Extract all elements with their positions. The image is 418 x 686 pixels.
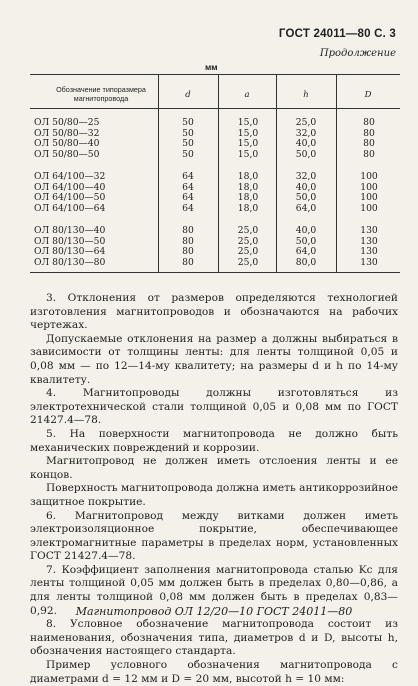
- cell-a: 15,0: [237, 148, 259, 160]
- cell-d: 80: [182, 256, 194, 268]
- cell-h: 64,0: [295, 202, 317, 214]
- continuation-label: Продолжение: [319, 48, 396, 59]
- table-top-rule: [30, 74, 400, 75]
- cell-d: 64: [182, 202, 194, 214]
- cell-h: 40,0: [295, 138, 317, 149]
- paragraph-3-tolerance: Допускаемые отклонения на размер a должны выбираться в зависимости от толщины ленты: для ленты толщиной 0,05 и 0,08 мм — по 12—14-му квалитету; на размеры d и h по 14-му квалитету.: [30, 332, 398, 386]
- cell-h: 40,0: [295, 181, 317, 193]
- table-header-rule: [30, 108, 400, 109]
- paragraph-5-tape: Магнитопровод не должен иметь отслоения ленты и ее концов.: [30, 455, 398, 481]
- cell-a: 18,0: [237, 171, 259, 182]
- table-row: [30, 226, 400, 236]
- cell-D: 100: [360, 171, 378, 182]
- table-bottom-rule: [30, 272, 400, 273]
- cell-designation: ОЛ 64/100—64: [34, 202, 106, 214]
- cell-d: 50: [182, 117, 194, 128]
- table-row: [30, 193, 400, 203]
- cell-h: 32,0: [295, 171, 317, 182]
- cell-d: 64: [182, 171, 194, 182]
- cell-d: 50: [182, 148, 194, 160]
- cell-designation: ОЛ 64/100—50: [34, 192, 106, 203]
- table-row: [30, 183, 400, 193]
- cell-a: 18,0: [237, 181, 259, 193]
- cell-D: 130: [360, 256, 378, 268]
- paragraph-6: 6. Магнитопровод между витками должен иметь электроизоляционное покрытие, обеспечивающее электромагнитные параметры в пределах норм, установленных ГОСТ 21427.4—78.: [30, 509, 398, 563]
- cell-h: 40,0: [295, 225, 317, 236]
- cell-d: 80: [182, 235, 194, 247]
- cell-D: 130: [360, 235, 378, 247]
- table-row: [30, 118, 400, 128]
- paragraph-5: 5. На поверхности магнитопровода не должно быть механических повреждений и коррозии.: [30, 427, 398, 454]
- table-row: [30, 247, 400, 257]
- column-header-D: D: [364, 90, 372, 100]
- cell-designation: ОЛ 50/80—50: [34, 148, 100, 160]
- cell-D: 100: [360, 181, 378, 193]
- paragraph-8: 8. Условное обозначение магнитопровода состоит из наименования, обозначения типа, диаметров d и D, высоты h, обозначения настоящего стандарта.: [30, 618, 398, 658]
- cell-d: 80: [182, 246, 194, 257]
- cell-d: 50: [182, 138, 194, 149]
- table-row: [30, 172, 400, 182]
- table-row: [30, 237, 400, 247]
- cell-D: 80: [363, 127, 375, 139]
- paragraph-4: 4. Магнитопроводы должны изготовляться из электротехнической стали толщиной 0,05 и 0,08 мм по ГОСТ 21427.4—78.: [30, 387, 398, 427]
- column-header-h: h: [303, 90, 309, 100]
- cell-h: 80,0: [295, 256, 317, 268]
- table-row: [30, 258, 400, 268]
- cell-d: 64: [182, 192, 194, 203]
- cell-a: 18,0: [237, 192, 259, 203]
- cell-designation: ОЛ 80/130—80: [34, 256, 106, 268]
- cell-d: 64: [182, 181, 194, 193]
- cell-designation: ОЛ 80/130—64: [34, 246, 106, 257]
- designation-example: Магнитопровод ОЛ 12/20—10 ГОСТ 24011—80: [75, 605, 353, 618]
- cell-designation: ОЛ 64/100—32: [34, 171, 106, 182]
- table-row: [30, 204, 400, 214]
- cell-a: 15,0: [237, 138, 259, 149]
- cell-a: 25,0: [237, 225, 259, 236]
- cell-a: 15,0: [237, 127, 259, 139]
- cell-a: 25,0: [237, 246, 259, 257]
- cell-h: 25,0: [295, 117, 317, 128]
- cell-h: 32,0: [295, 127, 317, 139]
- table-row: [30, 129, 400, 139]
- cell-h: 50,0: [295, 148, 317, 160]
- paragraph-3: 3. Отклонения от размеров определяются технологией изготовления магнитопроводов и обозначаются на рабочих чертежах.: [30, 292, 398, 332]
- cell-D: 130: [360, 225, 378, 236]
- paragraph-7: 7. Коэффициент заполнения магнитопровода сталью Kc для ленты толщиной 0,05 мм должен быть в пределах 0,80—0,86, а для ленты толщиной 0,08 мм должен быть в пределах 0,83—0,92.: [30, 563, 398, 617]
- column-header-a: a: [244, 90, 250, 100]
- cell-D: 130: [360, 246, 378, 257]
- cell-a: 25,0: [237, 235, 259, 247]
- cell-h: 50,0: [295, 235, 317, 247]
- unit-label: мм: [205, 62, 218, 72]
- cell-d: 80: [182, 225, 194, 236]
- cell-D: 80: [363, 138, 375, 149]
- cell-designation: ОЛ 80/130—40: [34, 225, 106, 236]
- table-row: [30, 139, 400, 149]
- cell-designation: ОЛ 50/80—40: [34, 138, 100, 149]
- paragraph-8-example-intro: Пример условного обозначения магнитопровода с диаметрами d = 12 мм и D = 20 мм, высотой h = 10 мм:: [30, 659, 398, 685]
- cell-h: 50,0: [295, 192, 317, 203]
- body-text: [30, 292, 398, 686]
- paragraph-5-coating: Поверхность магнитопровода должна иметь антикоррозийное защитное покрытие.: [30, 482, 398, 508]
- column-header-designation: Обозначение типоразмера магнитопровода: [56, 85, 146, 103]
- cell-D: 80: [363, 117, 375, 128]
- cell-designation: ОЛ 80/130—50: [34, 235, 106, 247]
- cell-designation: ОЛ 50/80—25: [34, 117, 100, 128]
- cell-a: 15,0: [237, 117, 259, 128]
- cell-a: 25,0: [237, 256, 259, 268]
- cell-h: 64,0: [295, 246, 317, 257]
- cell-d: 50: [182, 127, 194, 139]
- table-row: [30, 150, 400, 160]
- cell-D: 100: [360, 192, 378, 203]
- cell-D: 100: [360, 202, 378, 214]
- page-header: ГОСТ 24011—80 С. 3: [278, 28, 396, 40]
- column-header-d: d: [185, 90, 191, 100]
- cell-designation: ОЛ 50/80—32: [34, 127, 100, 139]
- cell-D: 80: [363, 148, 375, 160]
- cell-designation: ОЛ 64/100—40: [34, 181, 106, 193]
- cell-a: 18,0: [237, 202, 259, 214]
